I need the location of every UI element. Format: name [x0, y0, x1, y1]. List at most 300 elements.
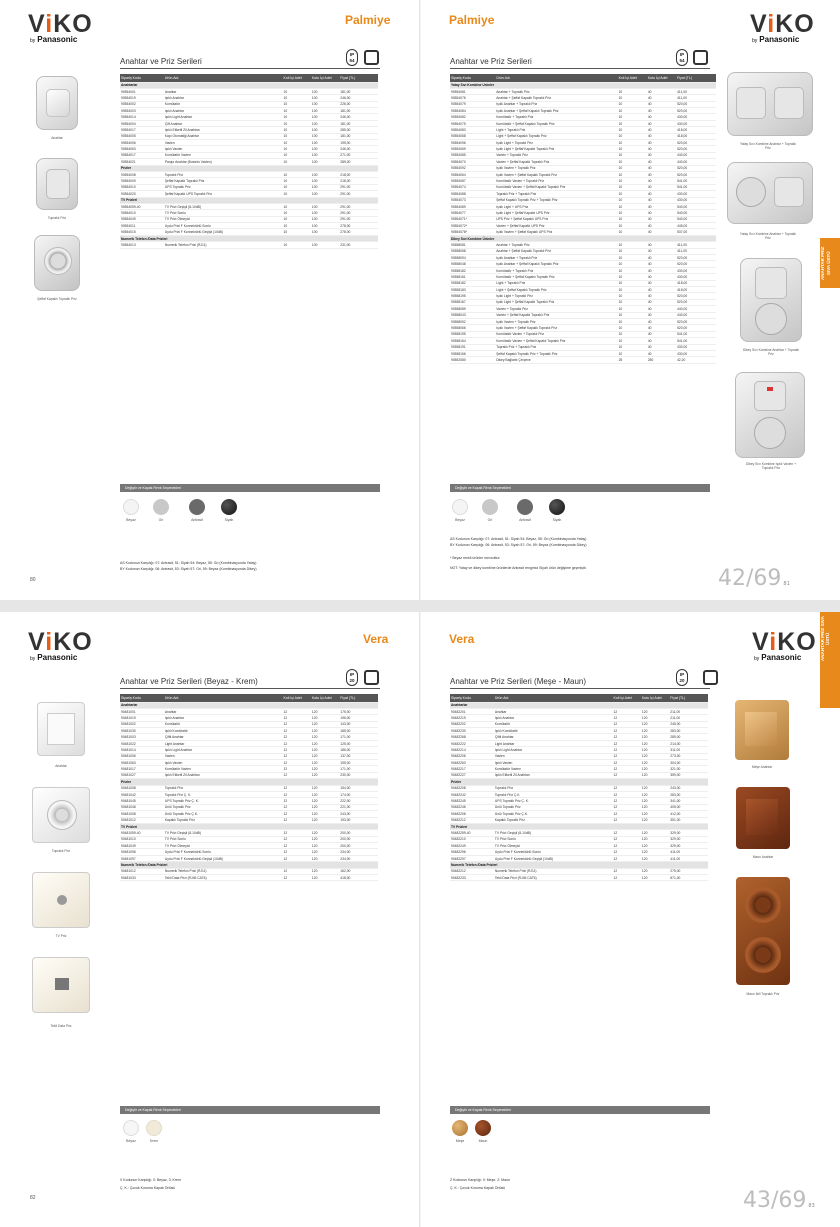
- code-note: Z Kodunun Karşılığı: 0: Meşe, 2: Maun: [450, 1178, 510, 1182]
- table-cell: 214,00: [669, 740, 708, 746]
- table-cell: 100: [311, 184, 339, 190]
- table-cell: 90554092: [450, 165, 495, 171]
- table-cell: Işıklı Etiketli Zil Anahtarı: [164, 772, 283, 778]
- surface-mount-icon: [364, 670, 379, 685]
- table-cell: 40: [647, 95, 676, 101]
- table-cell: Topraklı Priz: [164, 785, 283, 791]
- table-cell: 351,00: [669, 817, 708, 823]
- table-cell: 90554084: [450, 108, 495, 114]
- table-cell: 541,00: [676, 178, 716, 184]
- table-cell: 90481012: [120, 817, 164, 823]
- table-cell: Anahtar: [164, 708, 283, 714]
- table-cell: 120: [311, 830, 339, 836]
- table-cell: 10: [283, 114, 311, 120]
- table-cell: 411,00: [669, 855, 708, 861]
- product-label: Dikey Sıvı Kombine Işıklı Vavien + Topraklı Priz: [745, 462, 797, 470]
- table-cell: Kapı Otomatiği Anahtar: [164, 133, 283, 139]
- table-cell: 100: [311, 140, 339, 146]
- table-cell: 40: [647, 159, 676, 165]
- table-cell: 90558048: [450, 261, 495, 267]
- table-cell: Işıklı Light Anahtar: [164, 747, 283, 753]
- table-cell: Topraklı Priz: [494, 785, 613, 791]
- table-cell: 200,00: [339, 836, 378, 842]
- table-cell: 200,00: [339, 830, 378, 836]
- table-cell: 90554075: [450, 120, 495, 126]
- product-label: TV Priz: [55, 934, 67, 938]
- swatch-label: Siyah: [552, 518, 562, 522]
- table-cell: Ünlü Topraklı Priz Ç.K.: [494, 811, 613, 817]
- table-cell: 12: [283, 836, 311, 842]
- table-cell: 40: [647, 101, 676, 107]
- table-cell: 430,00: [676, 114, 716, 120]
- table-cell: 12: [283, 791, 311, 797]
- table-cell: 100: [311, 223, 339, 229]
- table-cell: 120: [641, 772, 669, 778]
- table-cell: 10: [283, 140, 311, 146]
- table-cell: TV Prizi Ölmeyici: [164, 843, 283, 849]
- table-cell: TV Prizi Ölmeyici: [164, 216, 283, 222]
- table-cell: 10: [283, 146, 311, 152]
- table-cell: 12: [613, 791, 641, 797]
- table-cell: 120: [641, 855, 669, 861]
- table-cell: 90554059-40: [120, 203, 164, 209]
- table-cell: 40: [647, 203, 676, 209]
- table-cell: Kapaklı Topraklı Priz: [164, 817, 283, 823]
- table-cell: 90482222: [450, 740, 494, 746]
- table-cell: 40: [647, 267, 676, 273]
- table-cell: 90558182: [450, 280, 495, 286]
- table-cell: 90481019: [120, 715, 164, 721]
- section-label: TV Prizleri: [120, 197, 378, 203]
- color-options-bar: Değiştir ve Kapak Renk Seçenekleri: [450, 1106, 710, 1114]
- swatch-label: Maun: [478, 1139, 488, 1143]
- table-cell: 341,00: [669, 798, 708, 804]
- table-cell: 90481030: [120, 728, 164, 734]
- table-cell: 10: [283, 171, 311, 177]
- table-cell: 90481002: [120, 721, 164, 727]
- catalog-spread-palmiye: [0, 0, 840, 600]
- table-cell: Işıklı Anahtar: [164, 95, 283, 101]
- table-cell: 90482249: [450, 843, 494, 849]
- table-cell: 520,00: [676, 293, 716, 299]
- table-cell: 231,00: [339, 242, 378, 248]
- table-cell: TV Prizi Sonlu: [494, 836, 613, 842]
- table-cell: 90554001: [120, 88, 164, 94]
- table-cell: 40: [647, 344, 676, 350]
- color-options-bar: Değiştir ve Kapak Renk Seçenekleri: [120, 484, 380, 492]
- table-cell: 246,00: [339, 114, 378, 120]
- table-cell: Ünlü Topraklı Priz: [164, 804, 283, 810]
- table-cell: 100: [311, 159, 339, 165]
- product-photo-socket: [36, 158, 78, 210]
- table-cell: 12: [283, 849, 311, 855]
- table-cell: 540,00: [676, 203, 716, 209]
- table-cell: Komütatör Vavien: [494, 766, 613, 772]
- table-cell: 120: [641, 766, 669, 772]
- table-cell: 90558195: [450, 331, 495, 337]
- table-cell: 10: [618, 299, 647, 305]
- table-cell: 12: [283, 715, 311, 721]
- table-cell: TV Prizi Ölmeyici: [494, 843, 613, 849]
- product-label: Yatay Sıvı Kombine Anahtar + Topraklı Priz: [739, 232, 797, 240]
- swatch-label: Gri: [487, 518, 493, 522]
- page-fold: [419, 612, 421, 1227]
- table-cell: Topraklı Priz + Topraklı Priz: [495, 191, 617, 197]
- table-cell: Vavien: [494, 753, 613, 759]
- product-label: Topraklı Priz: [47, 216, 67, 220]
- table-cell: 90482219: [450, 715, 494, 721]
- table-cell: 10: [618, 101, 647, 107]
- table-cell: 10: [283, 216, 311, 222]
- table-cell: 120: [311, 747, 339, 753]
- table-cell: Işıklı Anahtar: [494, 715, 613, 721]
- table-cell: 100: [311, 146, 339, 152]
- column-header: Ürün Adı: [164, 74, 283, 82]
- table-cell: 243,00: [669, 785, 708, 791]
- table-cell: 162,00: [339, 868, 378, 874]
- table-cell: 90482208: [450, 785, 494, 791]
- table-cell: Vavien + Şeffaf Kapaklı UPS Priz: [495, 223, 617, 229]
- surface-mount-icon: [693, 50, 708, 65]
- table-cell: Işıklı Light + Topraklı Priz: [495, 140, 617, 146]
- column-header: Sipariş Kodu: [120, 74, 164, 82]
- table-cell: 120: [641, 849, 669, 855]
- table-cell: Komütatör + Topraklı Priz: [495, 114, 617, 120]
- table-cell: 100: [311, 108, 339, 114]
- table-cell: 10: [618, 338, 647, 344]
- table-cell: 120: [311, 740, 339, 746]
- table-cell: 100: [311, 229, 339, 235]
- table-cell: 10: [283, 191, 311, 197]
- product-photo-combo-vertical: [740, 258, 802, 342]
- code-note: X Kodunun Karşılığı: 0: Beyaz, 3: Krem: [120, 1178, 181, 1182]
- table-cell: 10: [283, 120, 311, 126]
- table-cell: Komütatör Vavien + Şeffaf Kapaklı Topraklı Priz: [495, 338, 617, 344]
- table-cell: 12: [613, 785, 641, 791]
- table-cell: Light + Topraklı Priz: [495, 280, 617, 286]
- table-cell: 12: [613, 836, 641, 842]
- column-header: Kutu İçi Adet: [647, 74, 676, 82]
- table-cell: 418,00: [676, 127, 716, 133]
- table-cell: 12: [283, 753, 311, 759]
- swatch-mahogany: [475, 1120, 491, 1136]
- table-cell: Light + Topraklı Priz: [495, 127, 617, 133]
- table-cell: 90558191: [450, 344, 495, 350]
- table-cell: 418,00: [676, 287, 716, 293]
- table-cell: 10: [618, 280, 647, 286]
- table-cell: 211,00: [669, 708, 708, 714]
- section-label: Anahtarlar: [120, 702, 378, 708]
- table-cell: 10: [618, 88, 647, 94]
- table-cell: 10: [283, 95, 311, 101]
- table-cell: 120: [311, 843, 339, 849]
- page-number: 80: [30, 577, 36, 583]
- table-cell: 90481010: [120, 836, 164, 842]
- table-cell: 10: [618, 178, 647, 184]
- table-cell: 218,00: [339, 178, 378, 184]
- column-header: Koli İçi Adet: [283, 74, 311, 82]
- table-cell: 40: [647, 274, 676, 280]
- table-cell: 218,00: [339, 171, 378, 177]
- swatch-label: Siyah: [224, 518, 234, 522]
- table-cell: Anahtar + Şeffaf Kapaklı Topraklı Priz: [495, 248, 617, 254]
- table-cell: 10: [618, 120, 647, 126]
- table-cell: 90554078*: [450, 229, 495, 235]
- table-cell: 10: [283, 159, 311, 165]
- table-cell: 90554079: [450, 101, 495, 107]
- table-cell: 246,00: [339, 146, 378, 152]
- column-header: Koli İçi Adet: [613, 694, 641, 702]
- table-cell: 12: [283, 798, 311, 804]
- table-cell: 222,00: [339, 798, 378, 804]
- table-cell: 40: [647, 140, 676, 146]
- series-name: Vera: [363, 632, 389, 646]
- table-cell: 12: [283, 868, 311, 874]
- section-tab: ANAHTAR PRİZ SIVA ÜSTÜ: [820, 612, 840, 708]
- table-cell: 289,00: [339, 159, 378, 165]
- table-cell: Işıklı Vavien + Topraklı Priz: [495, 318, 617, 324]
- table-cell: 10: [618, 114, 647, 120]
- table-cell: 40: [647, 108, 676, 114]
- swatch-anthracite: [517, 499, 533, 515]
- table-cell: 171,00: [339, 766, 378, 772]
- footnote: * Beyaz renkli ürünler mevcuttur.: [450, 556, 501, 560]
- table-cell: 120: [641, 791, 669, 797]
- page-counter: 42/69 81: [718, 566, 790, 591]
- product-label: Topraklı Priz: [51, 849, 71, 853]
- table-cell: 90554006: [120, 140, 164, 146]
- table-cell: 90481027: [120, 772, 164, 778]
- column-header: Fiyat (TL): [339, 74, 378, 82]
- table-cell: 90481042: [120, 791, 164, 797]
- table-cell: 40: [647, 165, 676, 171]
- column-header: Sipariş Kodu: [450, 74, 495, 82]
- viko-logo: ViKO by Panasonic: [750, 10, 815, 44]
- price-table: [450, 74, 716, 364]
- table-cell: 90558092: [450, 318, 495, 324]
- table-cell: 430,00: [676, 120, 716, 126]
- table-cell: 90554003: [120, 108, 164, 114]
- table-cell: 12: [613, 811, 641, 817]
- column-header: Ürün Adı: [494, 694, 613, 702]
- table-cell: 120: [641, 760, 669, 766]
- table-cell: 12: [613, 798, 641, 804]
- table-cell: 120: [311, 753, 339, 759]
- table-cell: 40: [647, 229, 676, 235]
- table-header-row: [120, 74, 378, 82]
- table-cell: TV Prizi Sonlu: [164, 836, 283, 842]
- table-cell: 12: [613, 843, 641, 849]
- section-label: Anahtarlar: [120, 82, 378, 88]
- table-cell: 90554077: [450, 210, 495, 216]
- table-cell: Komütatör Vavien + Topraklı Priz: [495, 178, 617, 184]
- table-cell: 90481008: [120, 811, 164, 817]
- column-header: Kutu İçi Adet: [641, 694, 669, 702]
- table-cell: 137,00: [339, 753, 378, 759]
- table-cell: Işıklı Vavien + Şeffaf Kapaklı UPS Priz: [495, 229, 617, 235]
- table-cell: 430,00: [676, 197, 716, 203]
- table-cell: 90482210: [450, 836, 494, 842]
- table-cell: 90554014: [120, 114, 164, 120]
- table-cell: 10: [618, 248, 647, 254]
- code-note: AS Kodunun Karşılığı: 07: Antrasit, 51: Siyah 54: Beyaz, 55: Gri (Kombinasyonda Yatay): [120, 561, 257, 565]
- table-cell: 537,00: [676, 229, 716, 235]
- table-cell: 10: [283, 210, 311, 216]
- table-cell: 40: [647, 152, 676, 158]
- table-cell: 10: [618, 344, 647, 350]
- table-cell: 12: [613, 715, 641, 721]
- table-cell: Kapaklı Topraklı Priz: [494, 817, 613, 823]
- table-cell: 90554074: [450, 184, 495, 190]
- table-cell: 90482212: [450, 868, 494, 874]
- table-cell: 40: [647, 255, 676, 261]
- table-row: [120, 875, 378, 881]
- table-cell: 10: [283, 229, 311, 235]
- table-cell: 120: [641, 804, 669, 810]
- table-cell: 120: [311, 817, 339, 823]
- table-cell: 10: [618, 216, 647, 222]
- table-cell: 291,00: [339, 210, 378, 216]
- table-cell: 12: [283, 843, 311, 849]
- table-cell: Vavien: [164, 753, 283, 759]
- table-cell: 12: [283, 708, 311, 714]
- table-cell: 40: [647, 223, 676, 229]
- table-cell: Vavien + Şeffaf Kapaklı Topraklı Priz: [495, 159, 617, 165]
- table-cell: Komütatör: [164, 721, 283, 727]
- table-cell: 90482212: [450, 817, 494, 823]
- swatch-grey: [482, 499, 498, 515]
- table-cell: 430,00: [676, 191, 716, 197]
- swatch-label: Beyaz: [126, 518, 136, 522]
- table-cell: 40: [647, 280, 676, 286]
- table-cell: 90554081: [450, 88, 495, 94]
- table-cell: 90482296: [450, 849, 494, 855]
- table-cell: Işıklı Etiketli Zil Anahtarı: [494, 772, 613, 778]
- table-cell: 195,00: [339, 140, 378, 146]
- surface-mount-icon: [364, 50, 379, 65]
- title-rule: [120, 688, 380, 689]
- table-cell: 411,00: [669, 849, 708, 855]
- table-cell: 291,00: [339, 216, 378, 222]
- table-cell: Işıklı Anahtar + Şeffaf Kapaklı Topraklı Priz: [495, 261, 617, 267]
- table-cell: Işıklı Vavien + Topraklı Priz: [495, 165, 617, 171]
- table-cell: 120: [311, 849, 339, 855]
- table-cell: 40: [647, 325, 676, 331]
- table-cell: 40: [647, 293, 676, 299]
- table-cell: Vavien + Topraklı Priz: [495, 306, 617, 312]
- table-cell: 12: [613, 875, 641, 881]
- table-cell: 10: [283, 242, 311, 248]
- code-note: BY Kodunun Karşılığı: 06: Antrasit, 53: Siyah 57: Gri, 59: Beyaz (Kombinasyonda Dikey): [450, 543, 587, 547]
- table-cell: 90554004: [120, 120, 164, 126]
- product-label: Maun Anahtar: [752, 855, 774, 859]
- table-cell: 40: [647, 312, 676, 318]
- table-cell: 10: [618, 197, 647, 203]
- table-cell: 10: [283, 178, 311, 184]
- table-cell: Uydu Prizi F Konnektörlü Sonlu: [494, 849, 613, 855]
- table-cell: Işıklı Vavien: [494, 760, 613, 766]
- table-cell: 411,00: [676, 88, 716, 94]
- table-cell: 12: [613, 734, 641, 740]
- title-rule: [450, 688, 710, 689]
- price-table: [450, 694, 708, 881]
- table-cell: Numerik Telefon Prizi (RJ11): [494, 868, 613, 874]
- table-cell: 12: [613, 721, 641, 727]
- table-cell: 275,00: [669, 868, 708, 874]
- table-cell: 100: [311, 171, 339, 177]
- table-cell: 12: [613, 760, 641, 766]
- table-cell: 90558182: [450, 267, 495, 273]
- table-cell: 418,00: [676, 280, 716, 286]
- table-cell: 10: [618, 191, 647, 197]
- column-header: Fiyat (TL): [676, 74, 716, 82]
- table-cell: 40: [647, 197, 676, 203]
- swatch-oak: [452, 1120, 468, 1136]
- table-cell: 329,00: [669, 843, 708, 849]
- table-cell: 90554082: [450, 114, 495, 120]
- table-cell: 10: [618, 312, 647, 318]
- table-cell: Topraklı Priz: [164, 171, 283, 177]
- product-photo-mahogany-double-socket: [736, 877, 790, 985]
- section-label: Dikey Sıvı Kombine Ürünler: [450, 235, 716, 241]
- table-cell: Komütatör Vavien + Şeffaf Kapaklı Topraklı Priz: [495, 184, 617, 190]
- table-cell: 90554085: [450, 152, 495, 158]
- table-cell: 10: [283, 101, 311, 107]
- table-cell: 90554073: [450, 197, 495, 203]
- product-label: Meşe Anahtar: [751, 765, 773, 769]
- table-cell: 120: [311, 855, 339, 861]
- table-cell: 520,00: [676, 255, 716, 261]
- ip-rating-badge: IP 54: [346, 49, 358, 66]
- swatch-anthracite: [189, 499, 205, 515]
- table-cell: UPS Priz + Şeffaf Kapaklı UPS Priz: [495, 216, 617, 222]
- ip-rating-badge: IP 54: [676, 49, 688, 66]
- table-cell: 12: [283, 804, 311, 810]
- table-cell: Topraklı Priz Ç.K.: [494, 791, 613, 797]
- table-cell: 445,00: [676, 223, 716, 229]
- product-photo-combo-horizontal-2: [727, 162, 813, 224]
- table-cell: 40: [647, 184, 676, 190]
- table-cell: 90482263: [450, 760, 494, 766]
- table-cell: 12: [613, 740, 641, 746]
- table-cell: 120: [311, 728, 339, 734]
- table-cell: 12: [283, 785, 311, 791]
- table-cell: 125,00: [339, 740, 378, 746]
- table-cell: Topraklı Priz + Topraklı Priz: [495, 344, 617, 350]
- table-cell: 90554020: [120, 191, 164, 197]
- table-cell: UPS Topraklı Priz: [164, 184, 283, 190]
- table-cell: 90554070: [450, 159, 495, 165]
- table-cell: 520,00: [676, 325, 716, 331]
- series-name: Palmiye: [345, 13, 391, 27]
- table-cell: 90554076: [450, 95, 495, 101]
- table-cell: 90558094: [450, 255, 495, 261]
- table-cell: 285,00: [339, 127, 378, 133]
- table-cell: Ünlü Topraklı Priz: [494, 804, 613, 810]
- table-cell: Vavien + Şeffaf Kapaklı Topraklı Priz: [495, 312, 617, 318]
- table-cell: 12: [283, 772, 311, 778]
- surface-mount-icon: [703, 670, 718, 685]
- section-label: TV Prizleri: [120, 823, 378, 829]
- table-cell: 90554019: [120, 95, 164, 101]
- table-cell: 90482208: [450, 811, 494, 817]
- table-cell: 234,00: [339, 849, 378, 855]
- table-cell: 90554009: [120, 178, 164, 184]
- product-label: Maun İkili Topraklı Priz: [746, 992, 780, 996]
- table-cell: 10: [618, 274, 647, 280]
- table-cell: Light Anahtar: [164, 740, 283, 746]
- table-cell: 100: [311, 242, 339, 248]
